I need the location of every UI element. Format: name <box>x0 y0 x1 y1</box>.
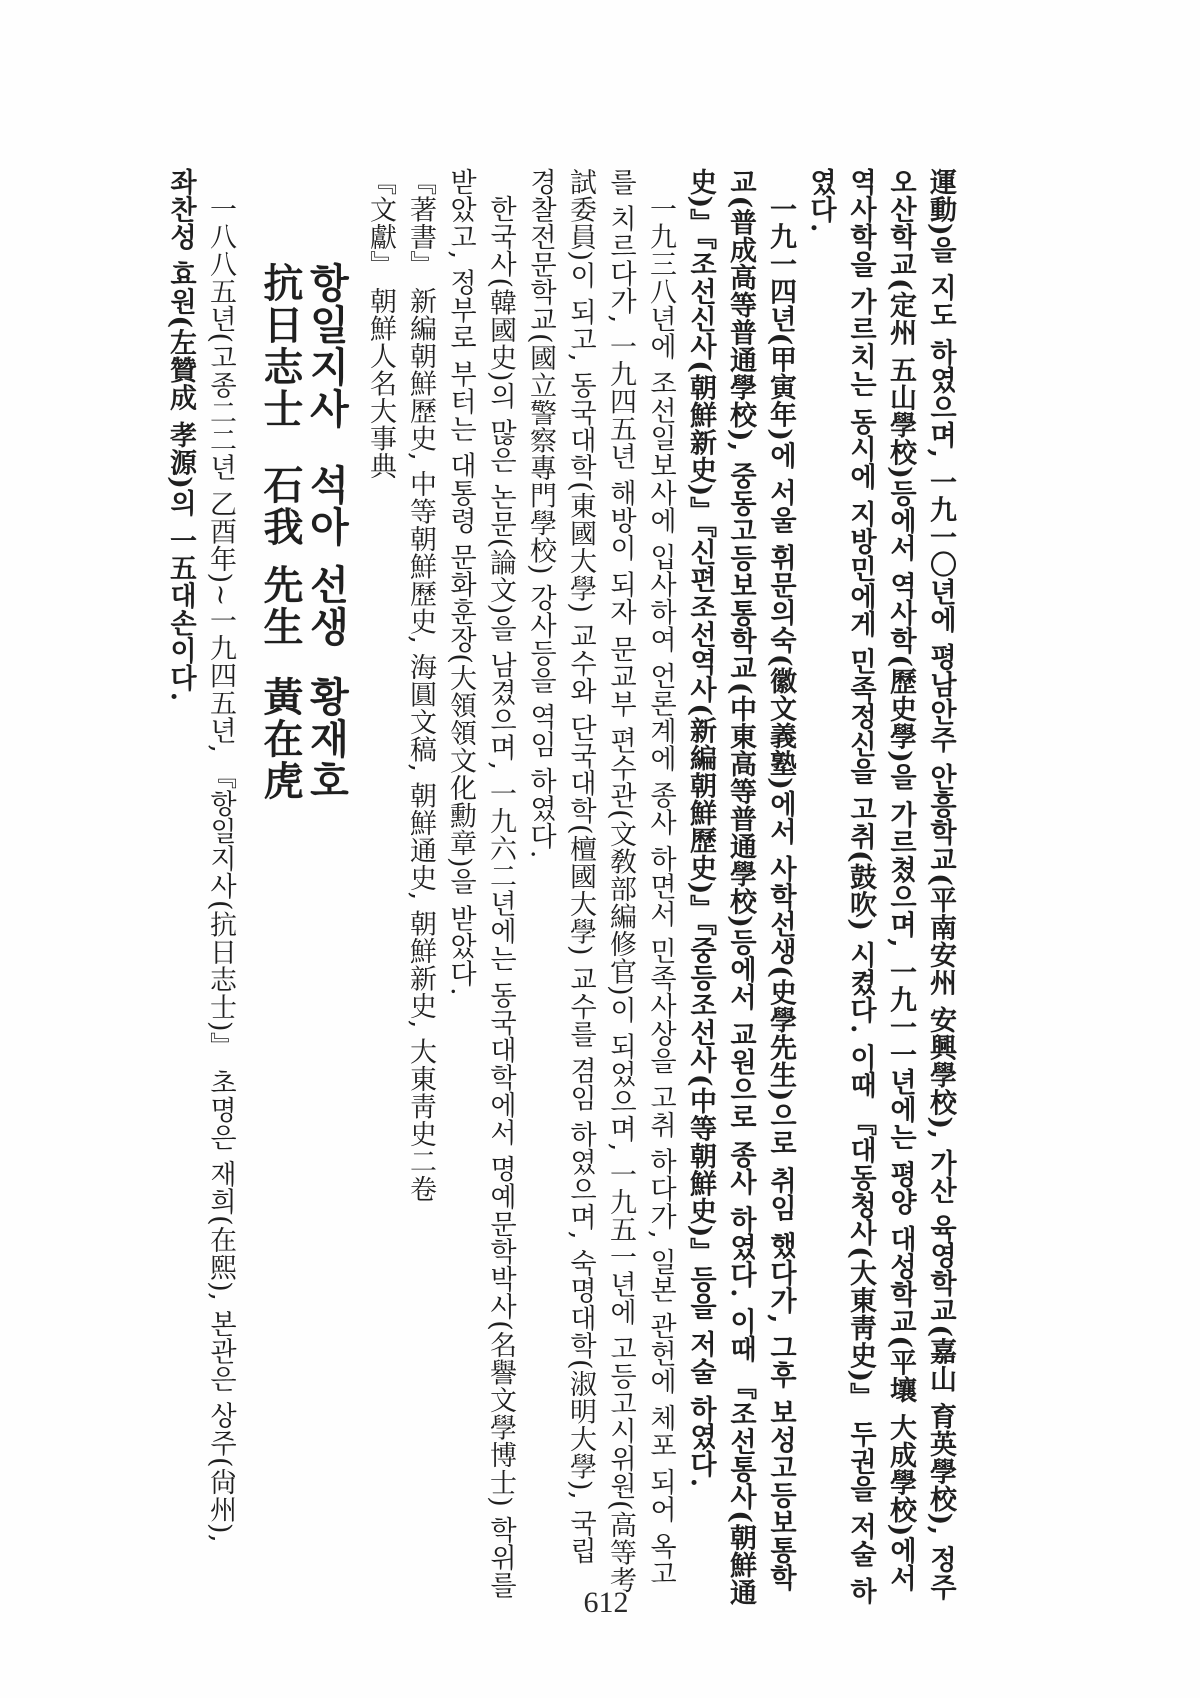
text-column: 一九三八년에 조선일보사에 입사하여 언론계에 종사 하면서 민족사상을 고취 하다가, 일본 관헌에 체포 되어 옥고 <box>645 195 676 1588</box>
heading-title-hangul: 항일지사 <box>303 262 350 430</box>
text-column: 『著書』 新編朝鮮歷史, 中等朝鮮歷史, 海圓文稿, 朝鮮通史, 朝鮮新史, 大東靑史二卷 <box>405 168 436 1203</box>
heading-name-hanja: 石我 先生 <box>257 464 304 648</box>
text-column: 역사학을 가르치는 동시에 지방민에게 민족정신을 고취(鼓吹) 시켰다. 이때 『대동청사(大東靑史)』 두권을 저술 하 <box>845 168 876 1605</box>
text-column: 一八八五년(고종二二년 乙酉年)~一九四五년, 『항일지사(抗日志士)』 초명은 재희(在熙), 본관은 상주(尙州), <box>205 195 236 1544</box>
text-column: 경찰전문학교(國立警察專門學校) 강사등을 역임 하였다. <box>525 168 556 859</box>
text-column: 교(普成高等普通學校), 중동고등보통학교(中東高等普通學校)등에서 교원으로 종사 하였다. 이때 『조선통사(朝鮮通 <box>725 168 756 1607</box>
heading-fullname-hangul: 황재호 <box>303 675 350 802</box>
text-column: 였다. <box>805 168 836 233</box>
heading-name-hangul: 석아 선생 <box>303 464 350 648</box>
text-column: 史)』『조선신사(朝鮮新史)』『신편조선역사(新編朝鮮歷史)』『중등조선사(中等朝鮮史)』등을 저술 하였다. <box>685 168 716 1488</box>
heading-fullname-hanja: 黃在虎 <box>257 675 304 802</box>
section-heading-hanja <box>254 262 306 802</box>
text-column: 오산학교(定州 五山學校)등에서 역사학(歷史學)을 가르쳤으며, 一九一一년에는 평양 대성학교(平壤 大成學校)에서 <box>885 168 916 1592</box>
text-column: 一九一四년(甲寅年)에 서울 휘문의숙(徽文義塾)에서 사학선생(史學先生)으로 취임 했다가, 그후 보성고등보통학 <box>765 195 796 1592</box>
text-column: 를 치르다가, 一九四五년 해방이 되자 문교부 편수관(文敎部編修官)이 되었으며, 一九五一년에 고등고시위원(高等考 <box>605 168 636 1594</box>
page-number: 612 <box>583 1586 629 1619</box>
heading-title-hanja: 抗日志士 <box>257 262 304 430</box>
text-column: 『文獻』 朝鮮人名大事典 <box>365 168 396 480</box>
text-column: 한국사(韓國史)의 많은 논문(論文)을 남겼으며, 一九六二년에는 동국대학에서 명예문학박사(名譽文學博士) 학위를 <box>485 195 516 1599</box>
text-column: 받았고, 정부로 부터는 대통령 문화훈장(大領領文化勳章)을 받았다. <box>445 168 476 997</box>
text-column: 運動)을 지도 하였으며, 一九一〇년에 평남안주 안흥학교(平南安州 安興學校), 가산 육영학교(嘉山 育英學校), 정주 <box>925 168 956 1601</box>
text-column: 試委員)이 되고, 동국대학(東國大學) 교수와 단국대학(檀國大學) 교수를 겸임 하였으며, 숙명대학(淑明大學), 국립 <box>565 168 596 1565</box>
text-column: 좌찬성 효원(左贊成 孝源)의 一五대손이다. <box>165 168 196 702</box>
section-heading-hangul <box>300 262 352 802</box>
